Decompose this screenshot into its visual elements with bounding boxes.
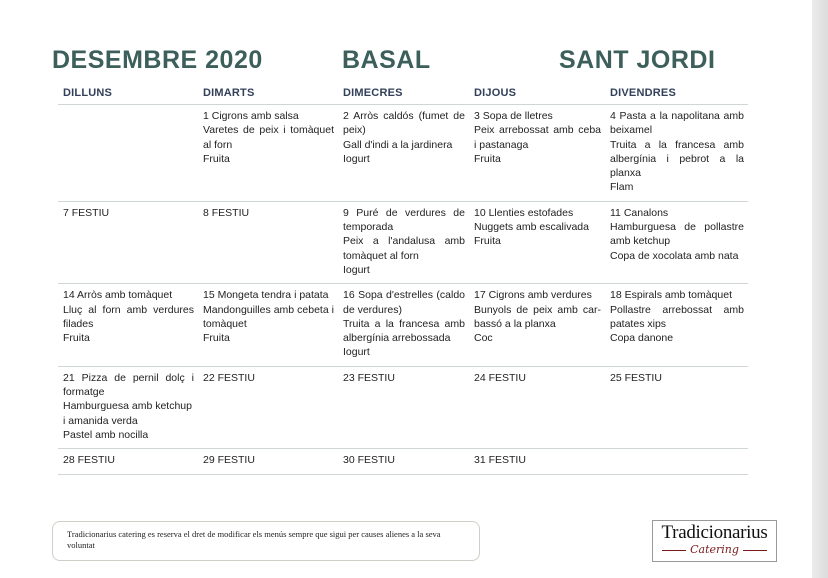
day-cell-thursday [469, 201, 605, 283]
day-header-tuesday: DIMARTS [198, 84, 338, 105]
menu-item: 14 Arròs amb tomàquet [63, 289, 173, 302]
day-cell-thursday [469, 105, 605, 202]
menu-item: Truita a la francesa amb albergínia i pebrot a la planxa [610, 138, 744, 180]
day-cell-friday [605, 449, 748, 474]
day-cell-tuesday [198, 201, 338, 283]
menu-item: 24 FESTIU [474, 371, 526, 384]
menu-item: Varetes de peix i tomàquet al forn [203, 124, 334, 151]
week-row [58, 201, 748, 283]
day-cell-monday [58, 284, 198, 366]
menu-item: 29 FESTIU [203, 454, 255, 467]
menu-item: 7 FESTIU [63, 206, 110, 219]
menu-item: Fruita [474, 152, 501, 165]
menu-item: Copa de xocolata amb nata [610, 249, 739, 262]
menu-item: Lluç al forn amb verdures filades [63, 303, 194, 330]
menu-item: Peix arrebossat amb ceba i pastanaga [474, 124, 601, 151]
day-cell-friday [605, 105, 748, 202]
day-cell-monday [58, 449, 198, 474]
day-cell-tuesday [198, 366, 338, 448]
month-title: DESEMBRE 2020 [52, 46, 263, 74]
day-header-wednesday: DIMECRES [338, 84, 469, 105]
menu-table [58, 84, 748, 475]
menu-item: Bunyols de peix amb car-bassó a la planxa [474, 303, 601, 330]
menu-item: Mandonguilles amb cebeta i tomàquet [203, 303, 334, 330]
diet-title: BASAL [342, 46, 431, 74]
day-cell-friday [605, 201, 748, 283]
day-cell-friday [605, 366, 748, 448]
menu-item: 9 Puré de verdures de temporada [343, 206, 465, 234]
menu-item: Iogurt [343, 152, 370, 165]
logo-subtitle: Catering [653, 543, 776, 556]
week-row [58, 284, 748, 366]
day-cell-monday [58, 105, 198, 202]
menu-item: 15 Mongeta tendra i patata [203, 289, 329, 302]
menu-item: Pastel amb nocilla [63, 428, 149, 441]
day-cell-tuesday [198, 284, 338, 366]
menu-item: Fruita [63, 332, 90, 345]
week-row [58, 105, 748, 202]
menu-item: 1 Cigrons amb salsa [203, 110, 299, 122]
menu-item: 2 Arròs caldós (fumet de peix) [343, 110, 465, 137]
menu-header [52, 46, 752, 80]
menu-item: i amanida verda [63, 414, 138, 427]
menu-item: 21 Pizza de pernil dolç i formatge [63, 371, 194, 399]
tradicionarius-logo [652, 520, 777, 562]
day-header-thursday: DIJOUS [469, 84, 605, 105]
day-cell-tuesday [198, 105, 338, 202]
menu-item: 16 Sopa d'estrelles (caldo de verdures) [343, 289, 465, 316]
logo-name: Tradicionarius [661, 522, 768, 543]
menu-item: 18 Espirals amb tomàquet [610, 289, 732, 302]
menu-item: 11 Canalons [610, 206, 669, 219]
day-cell-thursday [469, 366, 605, 448]
day-cell-friday [605, 284, 748, 366]
menu-item: Copa danone [610, 332, 674, 345]
menu-item: Gall d'indi a la jardinera [343, 138, 453, 151]
menu-item: Hamburguesa de pollastre amb ketchup [610, 221, 744, 248]
menu-item: Coc [474, 332, 493, 345]
day-cell-wednesday [338, 105, 469, 202]
menu-item: Iogurt [343, 263, 370, 276]
day-cell-monday [58, 366, 198, 448]
menu-item: 22 FESTIU [203, 371, 255, 384]
disclaimer-note [52, 521, 480, 561]
menu-item: Nuggets amb escalivada [474, 221, 589, 234]
day-cell-thursday [469, 284, 605, 366]
page-edge-shadow [812, 0, 828, 578]
day-cell-monday [58, 201, 198, 283]
day-cell-wednesday [338, 201, 469, 283]
menu-item: 23 FESTIU [343, 371, 395, 384]
menu-item: Iogurt [343, 346, 370, 359]
menu-item: 4 Pasta a la napolitana amb beixamel [610, 110, 744, 137]
menu-item: 17 Cigrons amb verdures [474, 289, 592, 302]
disclaimer-text: Tradicionarius catering es reserva el dret de modificar els menús sempre que sigui per causes alienes a la seva voluntat [67, 529, 441, 550]
menu-item: Fruita [203, 332, 230, 345]
menu-item: 10 Llenties estofades [474, 206, 574, 219]
menu-item: 31 FESTIU [474, 454, 526, 467]
day-header-row [58, 84, 748, 105]
menu-item: Truita a la francesa amb albergínia arrebossada [343, 317, 465, 345]
menu-item: 28 FESTIU [63, 454, 115, 467]
day-cell-wednesday [338, 284, 469, 366]
day-cell-thursday [469, 449, 605, 474]
menu-item: 3 Sopa de lletres [474, 110, 553, 122]
menu-item: 8 FESTIU [203, 206, 250, 219]
menu-item: 25 FESTIU [610, 371, 662, 384]
day-cell-wednesday [338, 449, 469, 474]
day-cell-wednesday [338, 366, 469, 448]
day-header-monday: DILLUNS [58, 84, 198, 105]
menu-item: Pollastre arrebossat amb patates xips [610, 303, 744, 330]
menu-item: 30 FESTIU [343, 454, 395, 467]
day-cell-tuesday [198, 449, 338, 474]
week-row [58, 366, 748, 448]
menu-item: Fruita [203, 152, 230, 165]
week-row [58, 449, 748, 474]
day-header-friday: DIVENDRES [605, 84, 748, 105]
menu-item: Peix a l'andalusa amb tomàquet al forn [343, 235, 465, 262]
menu-item: Hamburguesa amb ketchup [63, 400, 192, 413]
school-title: SANT JORDI [559, 46, 716, 74]
menu-item: Flam [610, 181, 634, 194]
menu-item: Fruita [474, 235, 501, 248]
